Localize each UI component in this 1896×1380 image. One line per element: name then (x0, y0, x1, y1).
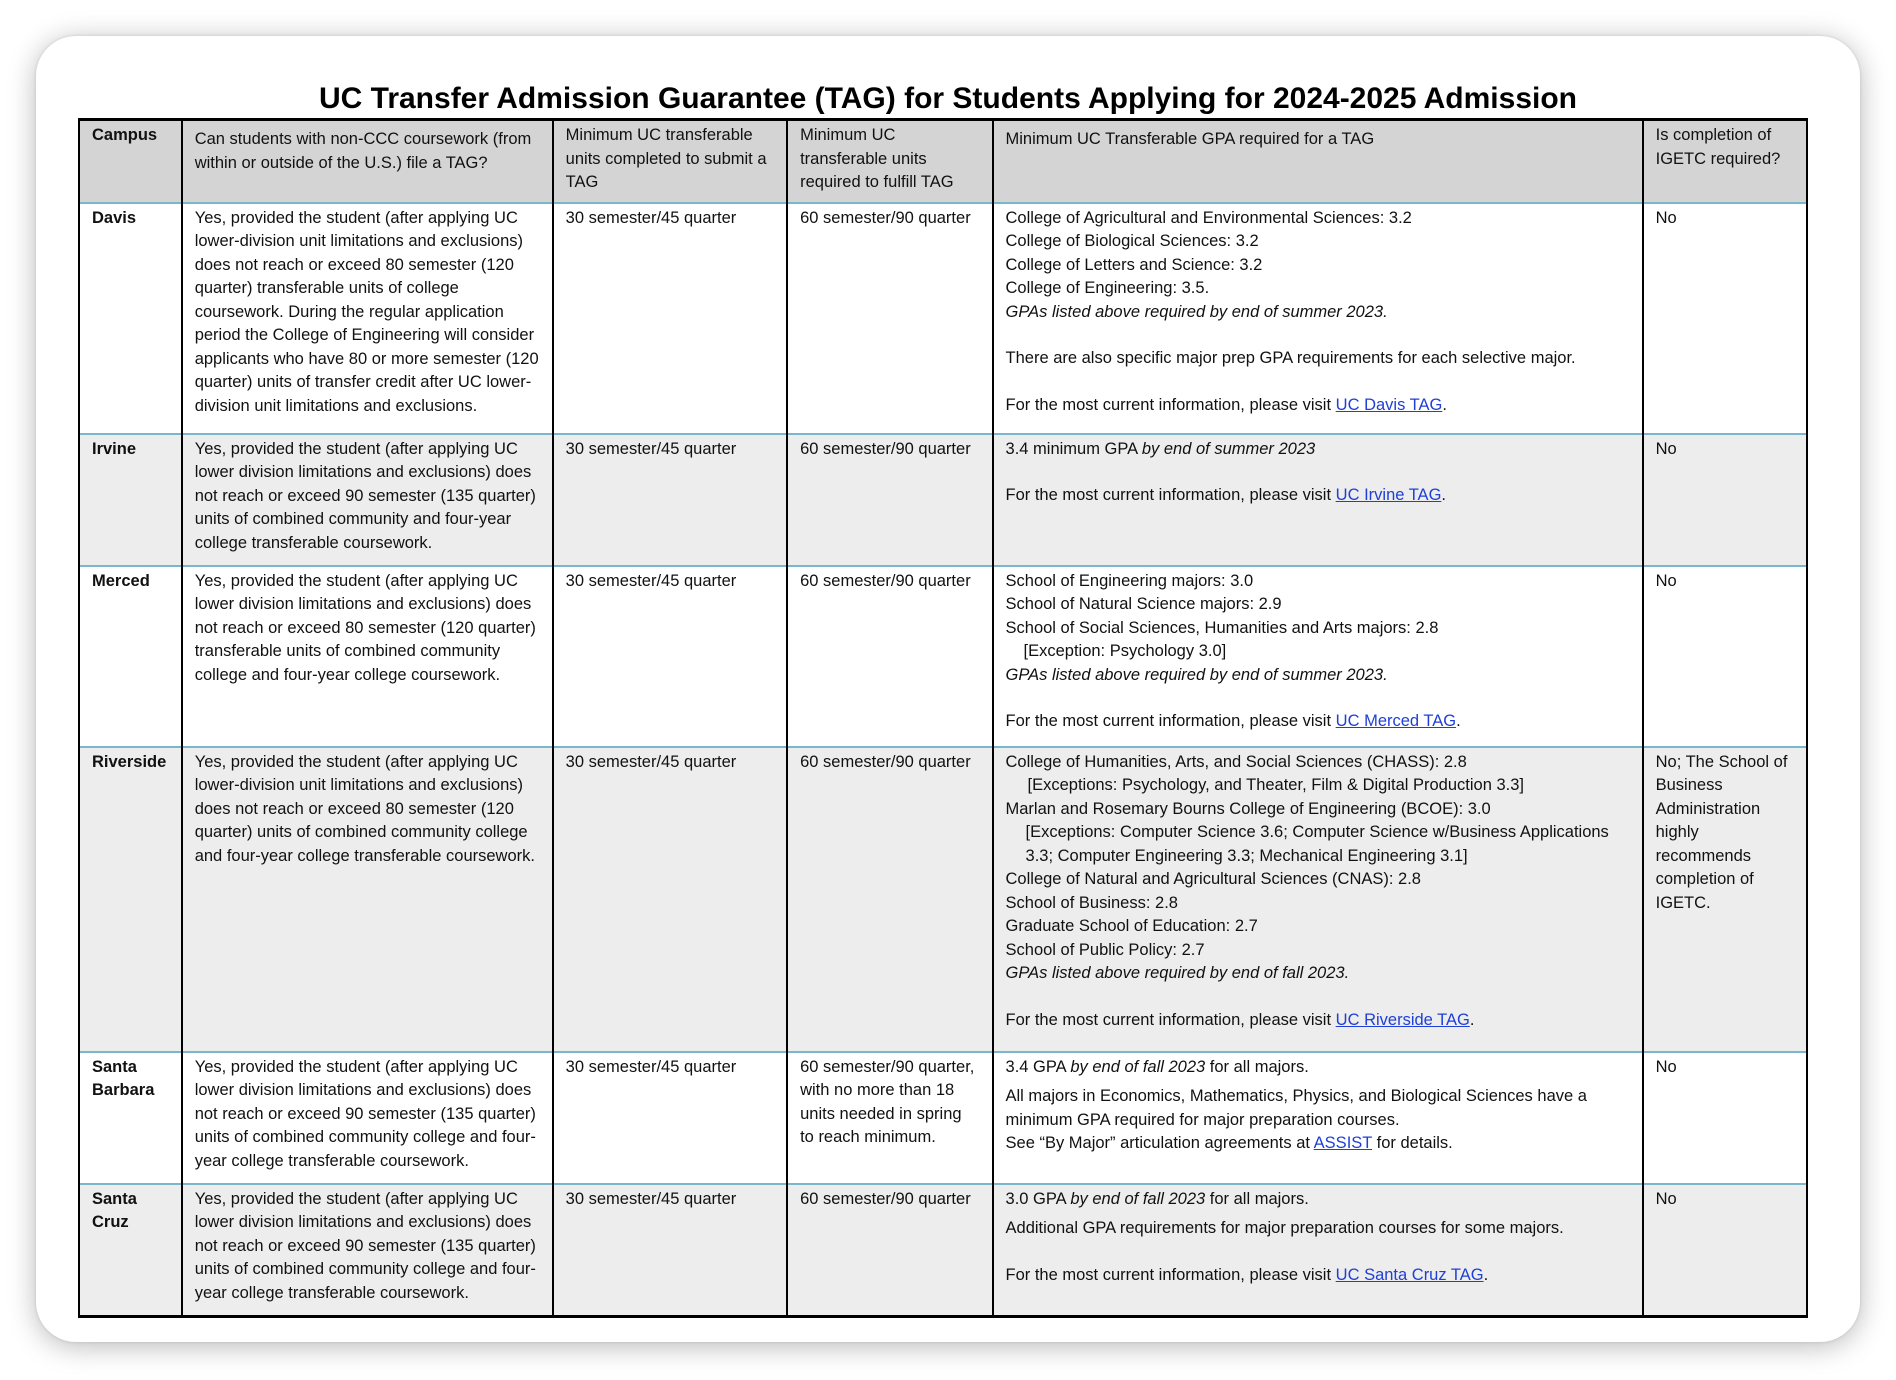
igetc-cell: No (1643, 434, 1807, 566)
gpa-line: 3.4 minimum GPA by end of summer 2023 (1005, 439, 1316, 458)
header-min-submit: Minimum UC transferable units completed to submit a TAG (553, 120, 787, 203)
non-ccc-cell: Yes, provided the student (after applying UC lower division limitations and exclusions) does not reach or exceed 90 semester (135 quarter) units of combined community and four-year college transferable coursework. (182, 434, 553, 566)
table-row-riverside (79, 747, 1807, 1052)
min-fulfill-cell: 60 semester/90 quarter (787, 747, 992, 1052)
campus-cell: Merced (79, 566, 182, 747)
header-min-gpa: Minimum UC Transferable GPA required for a TAG (993, 120, 1643, 203)
igetc-cell: No; The School of Business Administration highly recommends completion of IGETC. (1643, 747, 1807, 1052)
non-ccc-cell: Yes, provided the student (after applying UC lower division limitations and exclusions) does not reach or exceed 80 semester (120 quarter) transferable units of combined community college and four-year college coursework. (182, 566, 553, 747)
non-ccc-cell: Yes, provided the student (after applying UC lower division limitations and exclusions) does not reach or exceed 90 semester (135 quarter) units of combined community college and four-year college transferable coursework. (182, 1052, 553, 1184)
min-submit-cell: 30 semester/45 quarter (553, 1184, 787, 1317)
gpa-line: School of Social Sciences, Humanities and Arts majors: 2.8 (1005, 618, 1439, 637)
campus-cell: Irvine (79, 434, 182, 566)
table-row-santa-cruz (79, 1184, 1807, 1317)
document-card (36, 36, 1860, 1342)
non-ccc-cell: Yes, provided the student (after applying UC lower-division unit limitations and exclusions) does not reach or exceed 80 semester (120 quarter) transferable units of college coursework. During the regular application period the College of Engineering will consider applicants who have 80 or more semester (120 quarter) units of transfer credit after UC lower-division unit limitations and exclusions. (182, 203, 553, 434)
campus-cell: Davis (79, 203, 182, 434)
gpa-cell (993, 566, 1643, 747)
visit-line: For the most current information, please visit UC Merced TAG. (1005, 712, 1461, 731)
non-ccc-cell: Yes, provided the student (after applying UC lower-division unit limitations and exclusions) does not reach or exceed 80 semester (120 quarter) units of combined community college and four-year college transferable coursework. (182, 747, 553, 1052)
igetc-cell: No (1643, 203, 1807, 434)
gpa-deadline-note: GPAs listed above required by end of summer 2023. (1005, 665, 1388, 684)
gpa-exception-line: [Exceptions: Computer Science 3.6; Computer Science w/Business Applications 3.3; Computer Engineering 3.3; Mechanical Engineering 3.1] (1025, 823, 1609, 865)
visit-line: For the most current information, please visit UC Davis TAG. (1005, 395, 1447, 414)
gpa-line: College of Biological Sciences: 3.2 (1005, 232, 1259, 251)
gpa-line: College of Engineering: 3.5. (1005, 279, 1210, 298)
header-min-fulfill: Minimum UC transferable units required to fulfill TAG (787, 120, 992, 203)
gpa-line: Additional GPA requirements for major preparation courses for some majors. (1005, 1219, 1564, 1238)
gpa-line: Marlan and Rosemary Bourns College of Engineering (BCOE): 3.0 (1005, 799, 1491, 818)
campus-cell: Riverside (79, 747, 182, 1052)
campus-cell: Santa Barbara (79, 1052, 182, 1184)
visit-line: For the most current information, please visit UC Irvine TAG. (1005, 486, 1446, 505)
uc-santa-cruz-tag-link[interactable]: UC Santa Cruz TAG (1335, 1265, 1484, 1284)
min-fulfill-cell: 60 semester/90 quarter (787, 566, 992, 747)
visit-line: For the most current information, please visit UC Santa Cruz TAG. (1005, 1265, 1489, 1284)
gpa-exception-line: [Exceptions: Psychology, and Theater, Film & Digital Production 3.3] (1027, 776, 1524, 795)
gpa-line: School of Engineering majors: 3.0 (1005, 571, 1254, 590)
gpa-cell (993, 203, 1643, 434)
gpa-line: 3.0 GPA by end of fall 2023 for all majors. (1005, 1189, 1309, 1208)
gpa-cell (993, 1052, 1643, 1184)
igetc-cell: No (1643, 1184, 1807, 1317)
gpa-cell (993, 1184, 1643, 1317)
gpa-exception-line: [Exception: Psychology 3.0] (1023, 642, 1227, 661)
table-row-merced (79, 566, 1807, 747)
min-submit-cell: 30 semester/45 quarter (553, 434, 787, 566)
gpa-deadline-note: GPAs listed above required by end of summer 2023. (1005, 302, 1388, 321)
assist-link[interactable]: ASSIST (1313, 1134, 1373, 1153)
assist-line: See “By Major” articulation agreements at ASSIST for details. (1005, 1134, 1453, 1153)
min-fulfill-cell: 60 semester/90 quarter (787, 1184, 992, 1317)
visit-line: For the most current information, please visit UC Riverside TAG. (1005, 1010, 1475, 1029)
gpa-line: 3.4 GPA by end of fall 2023 for all majors. (1005, 1057, 1309, 1076)
uc-merced-tag-link[interactable]: UC Merced TAG (1335, 712, 1457, 731)
non-ccc-cell: Yes, provided the student (after applying UC lower division limitations and exclusions) does not reach or exceed 90 semester (135 quarter) units of combined community college and four-year college transferable coursework. (182, 1184, 553, 1317)
table-header-row (79, 120, 1807, 203)
header-campus: Campus (79, 120, 182, 203)
campus-cell: Santa Cruz (79, 1184, 182, 1317)
uc-riverside-tag-link[interactable]: UC Riverside TAG (1335, 1010, 1470, 1029)
min-submit-cell: 30 semester/45 quarter (553, 1052, 787, 1184)
igetc-cell: No (1643, 1052, 1807, 1184)
table-row-irvine (79, 434, 1807, 566)
gpa-line: College of Agricultural and Environmental Sciences: 3.2 (1005, 208, 1412, 227)
table-row-davis (79, 203, 1807, 434)
header-non-ccc: Can students with non-CCC coursework (from within or outside of the U.S.) file a TAG? (182, 120, 553, 203)
min-fulfill-cell: 60 semester/90 quarter, with no more than 18 units needed in spring to reach minimum. (787, 1052, 992, 1184)
min-fulfill-cell: 60 semester/90 quarter (787, 203, 992, 434)
header-igetc: Is completion of IGETC required? (1643, 120, 1807, 203)
gpa-extra-note: There are also specific major prep GPA requirements for each selective major. (1005, 349, 1576, 368)
min-submit-cell: 30 semester/45 quarter (553, 203, 787, 434)
uc-irvine-tag-link[interactable]: UC Irvine TAG (1335, 486, 1442, 505)
uc-davis-tag-link[interactable]: UC Davis TAG (1335, 395, 1443, 414)
gpa-line: College of Humanities, Arts, and Social Sciences (CHASS): 2.8 (1005, 752, 1467, 771)
table-row-santa-barbara (79, 1052, 1807, 1184)
min-submit-cell: 30 semester/45 quarter (553, 747, 787, 1052)
gpa-line: School of Business: 2.8 (1005, 893, 1178, 912)
gpa-line: Graduate School of Education: 2.7 (1005, 917, 1258, 936)
tag-requirements-table (78, 118, 1808, 1318)
gpa-cell (993, 434, 1643, 566)
igetc-cell: No (1643, 566, 1807, 747)
gpa-line: School of Natural Science majors: 2.9 (1005, 595, 1282, 614)
gpa-line: College of Natural and Agricultural Sciences (CNAS): 2.8 (1005, 870, 1421, 889)
gpa-line: All majors in Economics, Mathematics, Physics, and Biological Sciences have a minimum GPA required for major preparation courses. (1005, 1087, 1587, 1129)
gpa-line: School of Public Policy: 2.7 (1005, 940, 1205, 959)
gpa-cell (993, 747, 1643, 1052)
gpa-line: College of Letters and Science: 3.2 (1005, 255, 1263, 274)
min-fulfill-cell: 60 semester/90 quarter (787, 434, 992, 566)
page-title: UC Transfer Admission Guarantee (TAG) for Students Applying for 2024-2025 Admission (318, 82, 1577, 115)
min-submit-cell: 30 semester/45 quarter (553, 566, 787, 747)
gpa-deadline-note: GPAs listed above required by end of fall 2023. (1005, 964, 1350, 983)
